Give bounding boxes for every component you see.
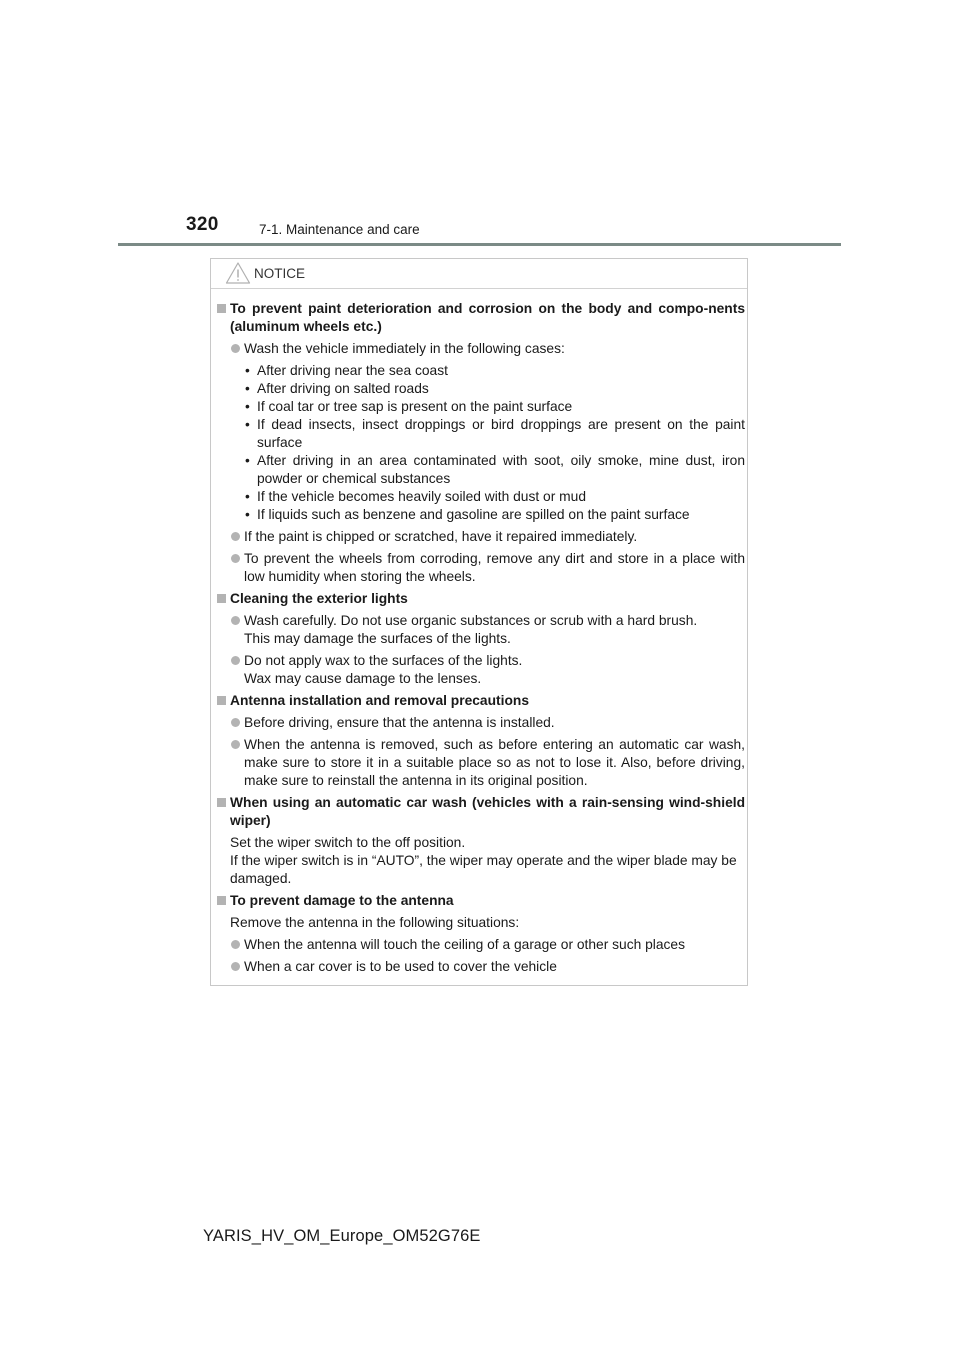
section-heading: To prevent damage to the antenna [230, 893, 454, 908]
item-text: If the paint is chipped or scratched, have it repaired immediately. [244, 529, 638, 544]
sub-item: • If coal tar or tree sap is present on the paint surface [245, 399, 573, 414]
notice-header [211, 259, 747, 289]
item-text: When the antenna is removed, such as before entering an automatic car wash, make sure to store it in a suitable place so as not to lose it. Also, before driving, make sure to reinstall the antenna in its original position. [244, 737, 745, 788]
circle-bullet-icon [231, 532, 240, 541]
warning-triangle-icon [225, 261, 251, 285]
circle-bullet-icon [231, 554, 240, 563]
bullet-dot-icon: • [245, 453, 250, 468]
list-item [230, 652, 745, 688]
circle-bullet-icon [231, 940, 240, 949]
notice-content [215, 300, 745, 980]
item-text: Do not apply wax to the surfaces of the lights. [244, 653, 523, 668]
sub-item: • After driving in an area contaminated with soot, oily smoke, mine dust, iron powder or chemical substances [245, 453, 745, 486]
square-bullet-icon [217, 798, 226, 807]
notice-section-antenna-install [215, 692, 745, 790]
circle-bullet-icon [231, 962, 240, 971]
item-text: Wash the vehicle immediately in the following cases: [244, 341, 565, 356]
list-item [230, 340, 745, 524]
notice-section-lights [215, 590, 745, 688]
circle-bullet-icon [231, 740, 240, 749]
list-item [230, 714, 745, 732]
sub-item: • After driving near the sea coast [245, 363, 448, 378]
item-text: To prevent the wheels from corroding, remove any dirt and store in a place with low humidity when storing the wheels. [244, 551, 745, 584]
section-heading: To prevent paint deterioration and corrosion on the body and compo-nents (aluminum wheels etc.) [230, 301, 745, 334]
list-item [230, 528, 745, 546]
list-item [230, 958, 745, 976]
section-heading: When using an automatic car wash (vehicles with a rain-sensing wind-shield wiper) [230, 795, 745, 828]
circle-bullet-icon [231, 718, 240, 727]
list-item [230, 936, 745, 954]
square-bullet-icon [217, 896, 226, 905]
section-heading: Antenna installation and removal precautions [230, 693, 529, 708]
item-text: When a car cover is to be used to cover the vehicle [244, 959, 557, 974]
paragraph: Remove the antenna in the following situations: [230, 915, 520, 930]
bullet-dot-icon: • [245, 507, 250, 522]
list-item [230, 612, 745, 648]
notice-section-car-wash [215, 794, 745, 888]
item-text: Wash carefully. Do not use organic substances or scrub with a hard brush. [244, 613, 698, 628]
paragraph: Set the wiper switch to the off position. If the wiper switch is in “AUTO”, the wiper may operate and the wiper blade may be damaged. [230, 835, 737, 886]
bullet-dot-icon: • [245, 363, 250, 378]
section-heading: Cleaning the exterior lights [230, 591, 408, 606]
sub-item: • After driving on salted roads [245, 381, 429, 396]
notice-box [210, 258, 748, 986]
square-bullet-icon [217, 696, 226, 705]
square-bullet-icon [217, 304, 226, 313]
list-item [230, 736, 745, 790]
sub-item: • If the vehicle becomes heavily soiled with dust or mud [245, 489, 586, 504]
notice-label: NOTICE [254, 266, 306, 281]
item-text: This may damage the surfaces of the lights. [244, 631, 511, 646]
list-item [230, 550, 745, 586]
bullet-dot-icon: • [245, 417, 250, 432]
circle-bullet-icon [231, 616, 240, 625]
bullet-dot-icon: • [245, 381, 250, 396]
page-number: 320 [186, 214, 219, 235]
sub-item: • If dead insects, insect droppings or bird droppings are present on the paint surface [245, 417, 745, 450]
sub-list [244, 362, 745, 524]
notice-section-antenna-damage [215, 892, 745, 976]
sub-item: • If liquids such as benzene and gasoline are spilled on the paint surface [245, 507, 690, 522]
circle-bullet-icon [231, 344, 240, 353]
item-text: Wax may cause damage to the lenses. [244, 671, 482, 686]
bullet-dot-icon: • [245, 489, 250, 504]
footer-doc-code: YARIS_HV_OM_Europe_OM52G76E [203, 1227, 481, 1245]
header-rule [118, 243, 841, 246]
notice-section-paint [215, 300, 745, 586]
bullet-dot-icon: • [245, 399, 250, 414]
item-text: When the antenna will touch the ceiling of a garage or other such places [244, 937, 686, 952]
item-text: Before driving, ensure that the antenna is installed. [244, 715, 555, 730]
square-bullet-icon [217, 594, 226, 603]
section-title: 7-1. Maintenance and care [259, 222, 420, 237]
circle-bullet-icon [231, 656, 240, 665]
